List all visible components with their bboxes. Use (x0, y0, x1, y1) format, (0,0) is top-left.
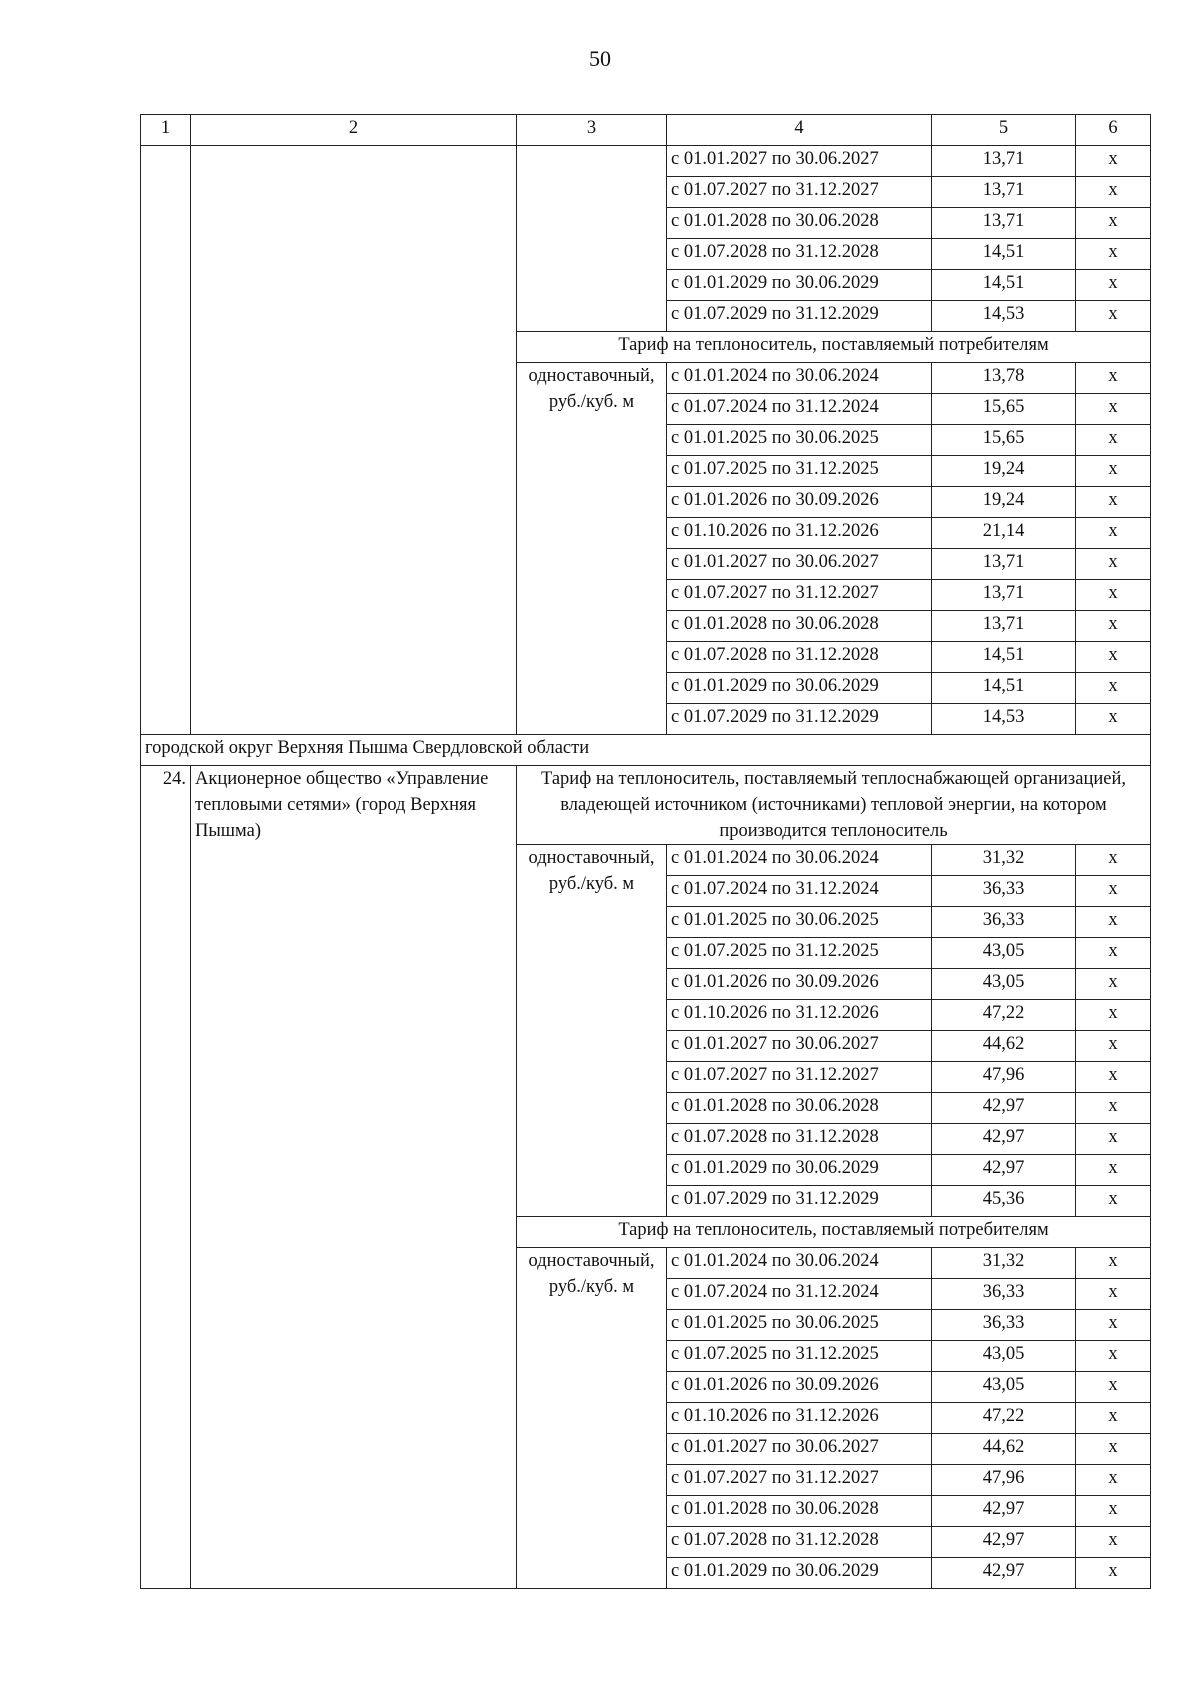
tariff-value-cell: 36,33 (932, 907, 1076, 938)
mark-cell: х (1076, 1248, 1151, 1279)
tariff-value-cell: 42,97 (932, 1155, 1076, 1186)
mark-cell: х (1076, 1000, 1151, 1031)
period-cell: с 01.07.2029 по 31.12.2029 (667, 301, 932, 332)
tariff-value-cell: 31,32 (932, 1248, 1076, 1279)
mark-cell: х (1076, 673, 1151, 704)
tariff-value-cell: 44,62 (932, 1434, 1076, 1465)
period-cell: с 01.01.2028 по 30.06.2028 (667, 208, 932, 239)
period-cell: с 01.01.2024 по 30.06.2024 (667, 363, 932, 394)
mark-cell: х (1076, 1465, 1151, 1496)
period-cell: с 01.07.2028 по 31.12.2028 (667, 642, 932, 673)
period-cell: с 01.01.2025 по 30.06.2025 (667, 425, 932, 456)
mark-cell: х (1076, 177, 1151, 208)
tariff-table-body (141, 115, 1151, 1589)
period-cell: с 01.07.2025 по 31.12.2025 (667, 456, 932, 487)
tariff-value-cell: 13,71 (932, 146, 1076, 177)
mark-cell: х (1076, 1434, 1151, 1465)
unit-cell: одноставочный, руб./куб. м (517, 363, 667, 735)
period-cell: с 01.01.2026 по 30.09.2026 (667, 969, 932, 1000)
mark-cell: х (1076, 969, 1151, 1000)
mark-cell: х (1076, 876, 1151, 907)
period-cell: с 01.01.2027 по 30.06.2027 (667, 549, 932, 580)
period-cell: с 01.01.2029 по 30.06.2029 (667, 1558, 932, 1589)
column-header-4: 4 (667, 115, 932, 146)
period-cell: с 01.01.2028 по 30.06.2028 (667, 611, 932, 642)
mark-cell: х (1076, 1093, 1151, 1124)
period-cell: с 01.07.2028 по 31.12.2028 (667, 1124, 932, 1155)
tariff-value-cell: 14,53 (932, 704, 1076, 735)
mark-cell: х (1076, 642, 1151, 673)
period-cell: с 01.07.2028 по 31.12.2028 (667, 1527, 932, 1558)
tariff-value-cell: 36,33 (932, 1310, 1076, 1341)
mark-cell: х (1076, 611, 1151, 642)
tariff-value-cell: 43,05 (932, 1341, 1076, 1372)
period-cell: с 01.07.2027 по 31.12.2027 (667, 1062, 932, 1093)
section-title: Тариф на теплоноситель, поставляемый потребителям (517, 332, 1151, 363)
column-header-2: 2 (191, 115, 517, 146)
tariff-value-cell: 42,97 (932, 1124, 1076, 1155)
period-cell: с 01.10.2026 по 31.12.2026 (667, 1403, 932, 1434)
period-cell: с 01.07.2027 по 31.12.2027 (667, 1465, 932, 1496)
column-header-5: 5 (932, 115, 1076, 146)
tariff-value-cell: 13,71 (932, 580, 1076, 611)
tariff-value-cell: 42,97 (932, 1527, 1076, 1558)
mark-cell: х (1076, 363, 1151, 394)
period-cell: с 01.07.2027 по 31.12.2027 (667, 580, 932, 611)
mark-cell: х (1076, 518, 1151, 549)
period-cell: с 01.01.2029 по 30.06.2029 (667, 673, 932, 704)
tariff-value-cell: 13,71 (932, 549, 1076, 580)
tariff-value-cell: 19,24 (932, 456, 1076, 487)
mark-cell: х (1076, 1558, 1151, 1589)
period-cell: с 01.01.2028 по 30.06.2028 (667, 1496, 932, 1527)
mark-cell: х (1076, 1403, 1151, 1434)
period-cell: с 01.01.2024 по 30.06.2024 (667, 1248, 932, 1279)
entry-number-cell: 24. (141, 766, 191, 1589)
mark-cell: х (1076, 1496, 1151, 1527)
tariff-value-cell: 42,97 (932, 1093, 1076, 1124)
section-row (141, 766, 1151, 845)
period-cell: с 01.07.2025 по 31.12.2025 (667, 938, 932, 969)
mark-cell: х (1076, 1527, 1151, 1558)
mark-cell: х (1076, 1062, 1151, 1093)
mark-cell: х (1076, 146, 1151, 177)
column-header-1: 1 (141, 115, 191, 146)
tariff-value-cell: 44,62 (932, 1031, 1076, 1062)
mark-cell: х (1076, 704, 1151, 735)
tariff-value-cell: 47,96 (932, 1062, 1076, 1093)
tariff-value-cell: 47,22 (932, 1403, 1076, 1434)
tariff-value-cell: 15,65 (932, 394, 1076, 425)
period-cell: с 01.01.2026 по 30.09.2026 (667, 487, 932, 518)
tariff-value-cell: 36,33 (932, 1279, 1076, 1310)
section-title: Тариф на теплоноситель, поставляемый потребителям (517, 1217, 1151, 1248)
district-title: городской округ Верхняя Пышма Свердловской области (141, 735, 1151, 766)
tariff-value-cell: 14,51 (932, 673, 1076, 704)
period-cell: с 01.01.2025 по 30.06.2025 (667, 1310, 932, 1341)
tariff-value-cell: 47,22 (932, 1000, 1076, 1031)
period-cell: с 01.01.2027 по 30.06.2027 (667, 1434, 932, 1465)
tariff-value-cell: 31,32 (932, 845, 1076, 876)
entry-number-cell (141, 146, 191, 735)
tariff-value-cell: 14,53 (932, 301, 1076, 332)
mark-cell: х (1076, 1124, 1151, 1155)
tariff-value-cell: 36,33 (932, 876, 1076, 907)
tariff-value-cell: 13,71 (932, 611, 1076, 642)
period-cell: с 01.07.2024 по 31.12.2024 (667, 1279, 932, 1310)
mark-cell: х (1076, 1372, 1151, 1403)
period-cell: с 01.07.2028 по 31.12.2028 (667, 239, 932, 270)
period-cell: с 01.07.2027 по 31.12.2027 (667, 177, 932, 208)
tariff-value-cell: 42,97 (932, 1558, 1076, 1589)
period-cell: с 01.10.2026 по 31.12.2026 (667, 1000, 932, 1031)
mark-cell: х (1076, 1186, 1151, 1217)
tariff-value-cell: 43,05 (932, 1372, 1076, 1403)
section-title: Тариф на теплоноситель, поставляемый теплоснабжающей организацией, владеющей источником (источниками) тепловой энергии, на котором производится теплоноситель (517, 766, 1151, 845)
tariff-value-cell: 45,36 (932, 1186, 1076, 1217)
column-header-3: 3 (517, 115, 667, 146)
period-cell: с 01.01.2026 по 30.09.2026 (667, 1372, 932, 1403)
mark-cell: х (1076, 549, 1151, 580)
mark-cell: х (1076, 845, 1151, 876)
period-cell: с 01.01.2027 по 30.06.2027 (667, 146, 932, 177)
period-cell: с 01.07.2029 по 31.12.2029 (667, 1186, 932, 1217)
mark-cell: х (1076, 1341, 1151, 1372)
mark-cell: х (1076, 907, 1151, 938)
period-cell: с 01.01.2027 по 30.06.2027 (667, 1031, 932, 1062)
tariff-value-cell: 15,65 (932, 425, 1076, 456)
tariff-value-cell: 47,96 (932, 1465, 1076, 1496)
mark-cell: х (1076, 1155, 1151, 1186)
mark-cell: х (1076, 1031, 1151, 1062)
tariff-value-cell: 13,71 (932, 208, 1076, 239)
organization-cell (191, 146, 517, 735)
tariff-value-cell: 21,14 (932, 518, 1076, 549)
mark-cell: х (1076, 487, 1151, 518)
tariff-value-cell: 14,51 (932, 642, 1076, 673)
mark-cell: х (1076, 1310, 1151, 1341)
district-row (141, 735, 1151, 766)
tariff-table (140, 114, 1151, 1589)
tariff-value-cell: 13,71 (932, 177, 1076, 208)
column-number-row (141, 115, 1151, 146)
tariff-value-cell: 14,51 (932, 239, 1076, 270)
mark-cell: х (1076, 239, 1151, 270)
mark-cell: х (1076, 425, 1151, 456)
unit-cell: одноставочный, руб./куб. м (517, 845, 667, 1217)
unit-cell: одноставочный, руб./куб. м (517, 1248, 667, 1589)
mark-cell: х (1076, 456, 1151, 487)
mark-cell: х (1076, 1279, 1151, 1310)
period-cell: с 01.07.2029 по 31.12.2029 (667, 704, 932, 735)
period-cell: с 01.07.2024 по 31.12.2024 (667, 394, 932, 425)
tariff-value-cell: 14,51 (932, 270, 1076, 301)
tariff-value-cell: 42,97 (932, 1496, 1076, 1527)
period-cell: с 01.01.2029 по 30.06.2029 (667, 1155, 932, 1186)
tariff-value-cell: 43,05 (932, 969, 1076, 1000)
mark-cell: х (1076, 208, 1151, 239)
mark-cell: х (1076, 580, 1151, 611)
mark-cell: х (1076, 270, 1151, 301)
tariff-value-cell: 13,78 (932, 363, 1076, 394)
tariff-value-cell: 43,05 (932, 938, 1076, 969)
period-cell: с 01.01.2028 по 30.06.2028 (667, 1093, 932, 1124)
table-row (141, 146, 1151, 177)
mark-cell: х (1076, 938, 1151, 969)
period-cell: с 01.07.2025 по 31.12.2025 (667, 1341, 932, 1372)
page-number: 50 (589, 46, 611, 71)
period-cell: с 01.01.2025 по 30.06.2025 (667, 907, 932, 938)
unit-cell (517, 146, 667, 332)
period-cell: с 01.07.2024 по 31.12.2024 (667, 876, 932, 907)
organization-cell: Акционерное общество «Управление тепловыми сетями» (город Верхняя Пышма) (191, 766, 517, 1589)
tariff-value-cell: 19,24 (932, 487, 1076, 518)
mark-cell: х (1076, 301, 1151, 332)
period-cell: с 01.01.2029 по 30.06.2029 (667, 270, 932, 301)
period-cell: с 01.01.2024 по 30.06.2024 (667, 845, 932, 876)
column-header-6: 6 (1076, 115, 1151, 146)
period-cell: с 01.10.2026 по 31.12.2026 (667, 518, 932, 549)
mark-cell: х (1076, 394, 1151, 425)
